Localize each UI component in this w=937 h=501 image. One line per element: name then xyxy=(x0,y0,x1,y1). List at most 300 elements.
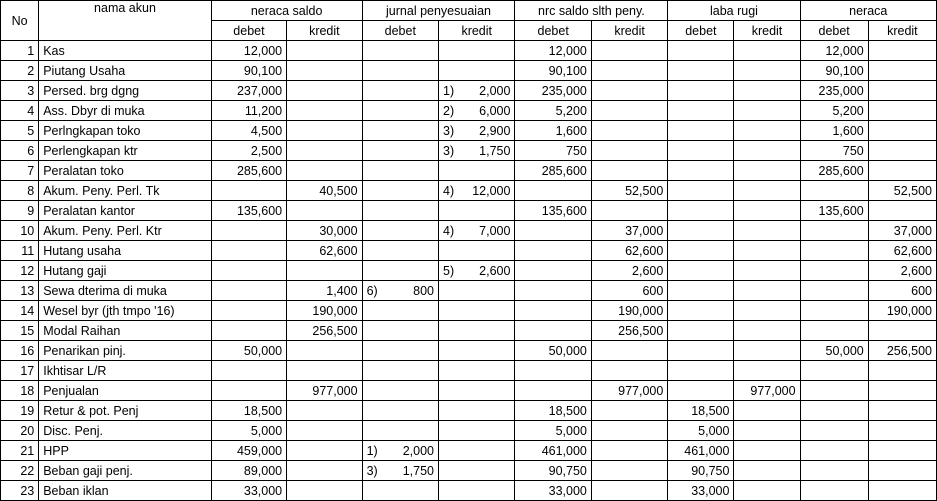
cell-adj-credit xyxy=(439,281,515,301)
cell-bs-credit xyxy=(868,421,936,441)
cell-adj-credit xyxy=(439,221,515,241)
cell-trial-debit: 285,600 xyxy=(211,161,286,181)
cell-is-credit xyxy=(734,261,800,281)
cell-is-credit xyxy=(734,221,800,241)
cell-bs-debit xyxy=(800,401,868,421)
header-debit: debet xyxy=(800,21,868,41)
cell-trial-debit: 90,100 xyxy=(211,61,286,81)
cell-trial-debit xyxy=(211,221,286,241)
cell-is-credit xyxy=(734,441,800,461)
cell-adj-credit xyxy=(439,361,515,381)
cell-no: 7 xyxy=(1,161,39,181)
cell-bs-debit: 135,600 xyxy=(800,201,868,221)
header-group-income-statement: laba rugi xyxy=(668,1,800,21)
cell-adj-debit xyxy=(362,361,438,381)
cell-adjtb-credit: 600 xyxy=(591,281,667,301)
cell-is-debit xyxy=(668,161,734,181)
cell-adjtb-debit: 285,600 xyxy=(515,161,591,181)
cell-trial-debit xyxy=(211,241,286,261)
cell-adjtb-credit xyxy=(591,61,667,81)
cell-adjtb-debit: 33,000 xyxy=(515,481,591,501)
cell-bs-debit: 1,600 xyxy=(800,121,868,141)
cell-no: 9 xyxy=(1,201,39,221)
cell-adj-credit xyxy=(439,261,515,281)
cell-is-debit xyxy=(668,81,734,101)
cell-adjtb-debit: 1,600 xyxy=(515,121,591,141)
cell-adj-debit xyxy=(362,341,438,361)
header-debit: debet xyxy=(668,21,734,41)
cell-adjtb-debit: 90,100 xyxy=(515,61,591,81)
cell-bs-debit xyxy=(800,361,868,381)
cell-adjtb-credit xyxy=(591,121,667,141)
table-row xyxy=(1,381,937,401)
cell-adjtb-debit xyxy=(515,221,591,241)
cell-no: 20 xyxy=(1,421,39,441)
cell-bs-credit xyxy=(868,161,936,181)
cell-adj-debit xyxy=(362,301,438,321)
cell-is-debit xyxy=(668,261,734,281)
cell-trial-credit xyxy=(287,401,362,421)
cell-account-name: Akum. Peny. Perl. Ktr xyxy=(39,221,212,241)
cell-is-debit: 5,000 xyxy=(668,421,734,441)
cell-trial-debit: 89,000 xyxy=(211,461,286,481)
adj-amount: 800 xyxy=(413,283,434,298)
cell-account-name: Persed. brg dgng xyxy=(39,81,212,101)
cell-trial-debit: 18,500 xyxy=(211,401,286,421)
cell-adjtb-credit xyxy=(591,101,667,121)
cell-trial-credit xyxy=(287,121,362,141)
cell-no: 19 xyxy=(1,401,39,421)
cell-bs-debit: 750 xyxy=(800,141,868,161)
cell-adjtb-debit: 235,000 xyxy=(515,81,591,101)
table-row xyxy=(1,201,937,221)
cell-no: 15 xyxy=(1,321,39,341)
table-row xyxy=(1,221,937,241)
adj-ref: 4) xyxy=(443,183,455,198)
cell-is-credit xyxy=(734,421,800,441)
cell-bs-debit xyxy=(800,181,868,201)
cell-bs-debit xyxy=(800,221,868,241)
cell-bs-credit: 62,600 xyxy=(868,241,936,261)
cell-adj-credit xyxy=(439,181,515,201)
cell-account-name: Peralatan kantor xyxy=(39,201,212,221)
cell-no: 21 xyxy=(1,441,39,461)
table-row xyxy=(1,421,937,441)
cell-adjtb-credit xyxy=(591,421,667,441)
cell-trial-credit: 256,500 xyxy=(287,321,362,341)
cell-adjtb-credit xyxy=(591,401,667,421)
cell-adjtb-debit: 18,500 xyxy=(515,401,591,421)
cell-no: 11 xyxy=(1,241,39,261)
header-debit: debet xyxy=(211,21,286,41)
cell-adj-credit xyxy=(439,61,515,81)
cell-account-name: Penarikan pinj. xyxy=(39,341,212,361)
cell-is-debit xyxy=(668,381,734,401)
cell-adjtb-credit: 52,500 xyxy=(591,181,667,201)
cell-adj-debit xyxy=(362,381,438,401)
cell-trial-credit xyxy=(287,41,362,61)
cell-bs-debit: 90,100 xyxy=(800,61,868,81)
cell-is-debit xyxy=(668,241,734,261)
cell-is-credit xyxy=(734,201,800,221)
cell-adj-debit xyxy=(362,161,438,181)
cell-adj-debit xyxy=(362,101,438,121)
cell-adjtb-credit: 977,000 xyxy=(591,381,667,401)
cell-trial-credit: 1,400 xyxy=(287,281,362,301)
cell-adj-credit xyxy=(439,341,515,361)
cell-adj-credit xyxy=(439,81,515,101)
cell-adjtb-credit: 2,600 xyxy=(591,261,667,281)
cell-trial-debit xyxy=(211,181,286,201)
cell-is-debit: 461,000 xyxy=(668,441,734,461)
cell-is-credit xyxy=(734,121,800,141)
adj-amount: 2,000 xyxy=(479,83,511,98)
header-credit: kredit xyxy=(591,21,667,41)
cell-adjtb-credit: 190,000 xyxy=(591,301,667,321)
cell-trial-credit xyxy=(287,341,362,361)
cell-account-name: Hutang gaji xyxy=(39,261,212,281)
cell-is-credit xyxy=(734,361,800,381)
cell-is-credit: 977,000 xyxy=(734,381,800,401)
cell-is-debit xyxy=(668,61,734,81)
table-row xyxy=(1,81,937,101)
adj-amount: 12,000 xyxy=(472,183,511,198)
cell-bs-debit: 235,000 xyxy=(800,81,868,101)
cell-is-debit xyxy=(668,341,734,361)
adj-ref: 6) xyxy=(366,283,378,298)
cell-adjtb-debit: 461,000 xyxy=(515,441,591,461)
cell-trial-debit: 11,200 xyxy=(211,101,286,121)
table-row xyxy=(1,401,937,421)
cell-adjtb-credit: 62,600 xyxy=(591,241,667,261)
cell-adjtb-debit xyxy=(515,261,591,281)
cell-adj-debit xyxy=(362,181,438,201)
adj-amount: 2,600 xyxy=(479,263,511,278)
cell-bs-credit xyxy=(868,361,936,381)
cell-trial-debit: 459,000 xyxy=(211,441,286,461)
cell-no: 13 xyxy=(1,281,39,301)
cell-adj-debit xyxy=(362,121,438,141)
cell-account-name: Kas xyxy=(39,41,212,61)
cell-is-debit xyxy=(668,321,734,341)
cell-adjtb-credit xyxy=(591,161,667,181)
header-no: No xyxy=(1,1,39,41)
cell-adjtb-credit xyxy=(591,201,667,221)
cell-no: 12 xyxy=(1,261,39,281)
cell-is-debit xyxy=(668,301,734,321)
cell-no: 3 xyxy=(1,81,39,101)
cell-trial-credit xyxy=(287,61,362,81)
cell-adjtb-credit: 256,500 xyxy=(591,321,667,341)
cell-account-name: Akum. Peny. Perl. Tk xyxy=(39,181,212,201)
cell-trial-credit xyxy=(287,201,362,221)
cell-trial-debit xyxy=(211,361,286,381)
cell-is-credit xyxy=(734,81,800,101)
cell-account-name: Peralatan toko xyxy=(39,161,212,181)
cell-trial-credit xyxy=(287,361,362,381)
cell-account-name: Wesel byr (jth tmpo '16) xyxy=(39,301,212,321)
adj-ref: 1) xyxy=(443,83,455,98)
header-credit: kredit xyxy=(287,21,362,41)
cell-trial-credit xyxy=(287,101,362,121)
cell-trial-debit xyxy=(211,321,286,341)
header-group-adjustments: jurnal penyesuaian xyxy=(362,1,515,21)
cell-adjtb-debit: 12,000 xyxy=(515,41,591,61)
cell-trial-debit: 135,600 xyxy=(211,201,286,221)
cell-adj-credit xyxy=(439,321,515,341)
table-row xyxy=(1,181,937,201)
cell-trial-debit: 4,500 xyxy=(211,121,286,141)
cell-trial-credit: 40,500 xyxy=(287,181,362,201)
cell-adj-debit xyxy=(362,221,438,241)
cell-trial-credit: 190,000 xyxy=(287,301,362,321)
cell-account-name: Modal Raihan xyxy=(39,321,212,341)
cell-is-credit xyxy=(734,161,800,181)
table-row xyxy=(1,341,937,361)
cell-account-name: Disc. Penj. xyxy=(39,421,212,441)
cell-bs-debit xyxy=(800,321,868,341)
cell-bs-credit xyxy=(868,401,936,421)
cell-adjtb-debit xyxy=(515,241,591,261)
cell-adjtb-debit: 750 xyxy=(515,141,591,161)
cell-adj-credit xyxy=(439,141,515,161)
cell-bs-debit: 5,200 xyxy=(800,101,868,121)
header-account: nama akun xyxy=(39,1,212,41)
cell-adj-debit xyxy=(362,241,438,261)
cell-bs-credit xyxy=(868,461,936,481)
cell-is-debit xyxy=(668,281,734,301)
cell-account-name: Beban iklan xyxy=(39,481,212,501)
adj-ref: 4) xyxy=(443,223,455,238)
cell-bs-debit xyxy=(800,461,868,481)
cell-bs-debit xyxy=(800,381,868,401)
cell-is-credit xyxy=(734,181,800,201)
cell-adjtb-debit: 5,200 xyxy=(515,101,591,121)
adj-ref: 2) xyxy=(443,103,455,118)
cell-trial-debit: 50,000 xyxy=(211,341,286,361)
cell-is-credit xyxy=(734,141,800,161)
cell-is-credit xyxy=(734,461,800,481)
cell-adj-debit xyxy=(362,441,438,461)
cell-adjtb-credit: 37,000 xyxy=(591,221,667,241)
cell-adjtb-debit: 50,000 xyxy=(515,341,591,361)
cell-adj-credit xyxy=(439,161,515,181)
cell-bs-debit xyxy=(800,301,868,321)
cell-is-debit: 18,500 xyxy=(668,401,734,421)
cell-bs-debit xyxy=(800,241,868,261)
cell-bs-credit xyxy=(868,441,936,461)
table-row xyxy=(1,281,937,301)
cell-trial-debit: 33,000 xyxy=(211,481,286,501)
cell-trial-credit xyxy=(287,141,362,161)
cell-adj-credit xyxy=(439,201,515,221)
table-row xyxy=(1,161,937,181)
cell-bs-credit xyxy=(868,121,936,141)
cell-trial-debit xyxy=(211,261,286,281)
cell-adj-credit xyxy=(439,381,515,401)
header-group-adjusted-trial-balance: nrc saldo slth peny. xyxy=(515,1,668,21)
cell-adj-debit xyxy=(362,461,438,481)
cell-account-name: HPP xyxy=(39,441,212,461)
cell-trial-debit xyxy=(211,301,286,321)
cell-trial-credit: 977,000 xyxy=(287,381,362,401)
cell-adjtb-debit: 135,600 xyxy=(515,201,591,221)
cell-bs-credit xyxy=(868,81,936,101)
table-row xyxy=(1,321,937,341)
cell-bs-credit xyxy=(868,321,936,341)
cell-adjtb-credit xyxy=(591,81,667,101)
cell-trial-credit: 30,000 xyxy=(287,221,362,241)
cell-adj-debit xyxy=(362,41,438,61)
adj-ref: 5) xyxy=(443,263,455,278)
cell-bs-credit xyxy=(868,101,936,121)
cell-is-credit xyxy=(734,41,800,61)
cell-no: 1 xyxy=(1,41,39,61)
cell-adj-credit xyxy=(439,121,515,141)
cell-adjtb-credit xyxy=(591,441,667,461)
cell-adj-credit xyxy=(439,461,515,481)
cell-adjtb-debit: 5,000 xyxy=(515,421,591,441)
cell-adjtb-debit xyxy=(515,381,591,401)
adj-amount: 1,750 xyxy=(402,463,434,478)
cell-is-debit xyxy=(668,121,734,141)
cell-is-debit xyxy=(668,41,734,61)
cell-is-debit xyxy=(668,361,734,381)
table-row xyxy=(1,261,937,281)
cell-is-debit xyxy=(668,141,734,161)
cell-bs-debit xyxy=(800,421,868,441)
cell-account-name: Hutang usaha xyxy=(39,241,212,261)
cell-trial-credit xyxy=(287,261,362,281)
cell-account-name: Piutang Usaha xyxy=(39,61,212,81)
cell-no: 22 xyxy=(1,461,39,481)
cell-adjtb-debit xyxy=(515,281,591,301)
cell-trial-credit: 62,600 xyxy=(287,241,362,261)
cell-adjtb-debit xyxy=(515,361,591,381)
cell-account-name: Ass. Dbyr di muka xyxy=(39,101,212,121)
header-credit: kredit xyxy=(439,21,515,41)
cell-bs-credit: 37,000 xyxy=(868,221,936,241)
cell-is-debit: 90,750 xyxy=(668,461,734,481)
adj-ref: 3) xyxy=(443,123,455,138)
cell-no: 23 xyxy=(1,481,39,501)
cell-is-debit xyxy=(668,181,734,201)
cell-adjtb-debit xyxy=(515,321,591,341)
cell-adjtb-credit xyxy=(591,361,667,381)
cell-adj-credit xyxy=(439,241,515,261)
cell-adj-credit xyxy=(439,41,515,61)
header-group-balance-sheet: neraca xyxy=(800,1,936,21)
cell-bs-credit: 256,500 xyxy=(868,341,936,361)
cell-bs-debit: 12,000 xyxy=(800,41,868,61)
cell-adj-debit xyxy=(362,261,438,281)
header-debit: debet xyxy=(515,21,591,41)
cell-is-credit xyxy=(734,321,800,341)
cell-trial-credit xyxy=(287,461,362,481)
cell-bs-debit xyxy=(800,261,868,281)
table-row xyxy=(1,141,937,161)
cell-is-credit xyxy=(734,401,800,421)
cell-bs-credit: 190,000 xyxy=(868,301,936,321)
cell-account-name: Perlngkapan toko xyxy=(39,121,212,141)
cell-no: 2 xyxy=(1,61,39,81)
adj-ref: 1) xyxy=(366,443,378,458)
cell-bs-debit xyxy=(800,441,868,461)
cell-adjtb-credit xyxy=(591,141,667,161)
cell-adj-debit xyxy=(362,61,438,81)
cell-trial-credit xyxy=(287,161,362,181)
cell-adj-credit xyxy=(439,441,515,461)
cell-no: 18 xyxy=(1,381,39,401)
cell-trial-debit: 5,000 xyxy=(211,421,286,441)
cell-bs-credit xyxy=(868,141,936,161)
cell-is-credit xyxy=(734,241,800,261)
cell-bs-credit xyxy=(868,381,936,401)
cell-adj-debit xyxy=(362,281,438,301)
cell-bs-credit: 2,600 xyxy=(868,261,936,281)
table-row xyxy=(1,361,937,381)
table-row xyxy=(1,41,937,61)
adj-amount: 2,000 xyxy=(402,443,434,458)
cell-adj-debit xyxy=(362,321,438,341)
cell-is-debit: 33,000 xyxy=(668,481,734,501)
cell-no: 10 xyxy=(1,221,39,241)
cell-trial-debit: 237,000 xyxy=(211,81,286,101)
header-credit: kredit xyxy=(734,21,800,41)
cell-trial-credit xyxy=(287,421,362,441)
cell-trial-debit xyxy=(211,381,286,401)
cell-adjtb-credit xyxy=(591,41,667,61)
cell-no: 5 xyxy=(1,121,39,141)
cell-is-credit xyxy=(734,301,800,321)
cell-adj-credit xyxy=(439,101,515,121)
cell-no: 17 xyxy=(1,361,39,381)
adj-amount: 2,900 xyxy=(479,123,511,138)
cell-bs-credit: 600 xyxy=(868,281,936,301)
cell-adj-debit xyxy=(362,421,438,441)
cell-is-credit xyxy=(734,101,800,121)
cell-is-debit xyxy=(668,101,734,121)
table-row xyxy=(1,441,937,461)
cell-account-name: Beban gaji penj. xyxy=(39,461,212,481)
adj-ref: 3) xyxy=(443,143,455,158)
cell-bs-debit: 285,600 xyxy=(800,161,868,181)
cell-adjtb-credit xyxy=(591,341,667,361)
cell-bs-debit: 50,000 xyxy=(800,341,868,361)
cell-is-debit xyxy=(668,221,734,241)
adj-ref: 3) xyxy=(366,463,378,478)
cell-trial-debit xyxy=(211,281,286,301)
cell-is-debit xyxy=(668,201,734,221)
worksheet-body xyxy=(1,41,937,501)
cell-adjtb-debit xyxy=(515,181,591,201)
cell-trial-debit: 2,500 xyxy=(211,141,286,161)
cell-account-name: Perlengkapan ktr xyxy=(39,141,212,161)
cell-account-name: Sewa dterima di muka xyxy=(39,281,212,301)
cell-is-credit xyxy=(734,61,800,81)
cell-is-credit xyxy=(734,341,800,361)
cell-adj-credit xyxy=(439,421,515,441)
cell-trial-credit xyxy=(287,81,362,101)
cell-adj-credit xyxy=(439,301,515,321)
cell-adj-credit xyxy=(439,401,515,421)
cell-adjtb-credit xyxy=(591,461,667,481)
adj-amount: 6,000 xyxy=(479,103,511,118)
header-credit: kredit xyxy=(868,21,936,41)
cell-adj-debit xyxy=(362,81,438,101)
cell-adj-debit xyxy=(362,201,438,221)
adj-amount: 7,000 xyxy=(479,223,511,238)
